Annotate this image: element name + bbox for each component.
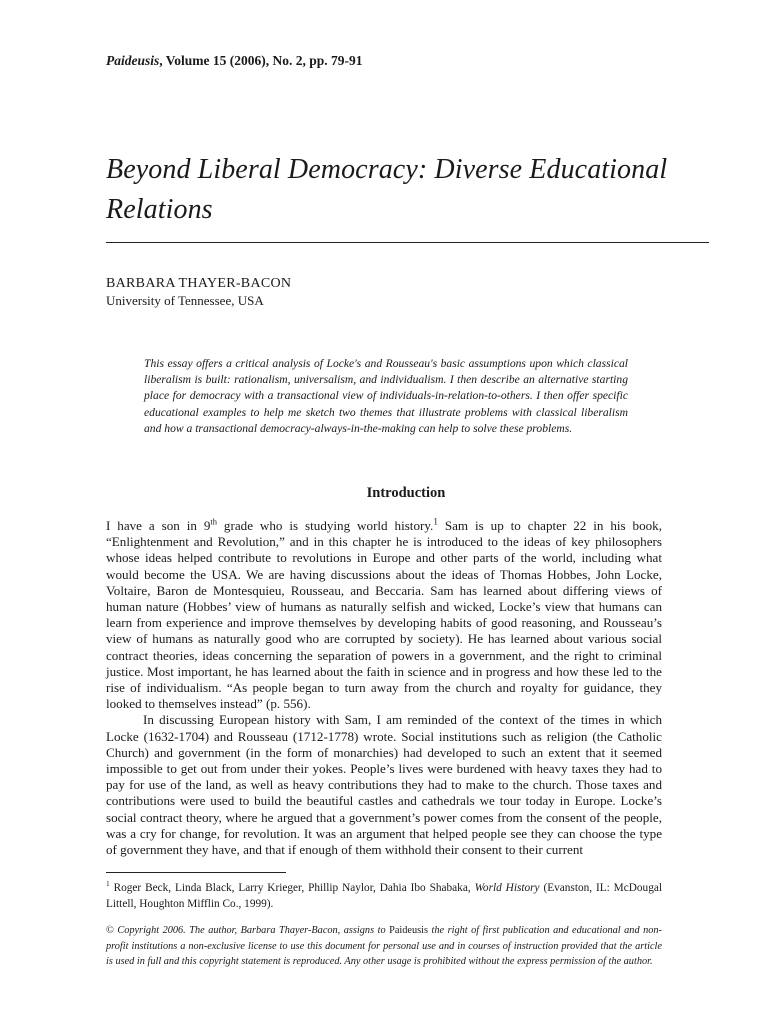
paragraph-text: Sam is up to chapter 22 in his book, “Enlightenment and Revolution,” and in this chapter he is introduced to the ideas of key philosophers whose ideas helped contribute to revolutions in Europe and other parts of the world, including what would become the USA. We are having discussions about the ideas of Thomas Hobbes, John Locke, Voltaire, Baron de Montesquieu, Rousseau, and Beccaria. Sam has learned about differing views of human nature (Hobbes’ view of humans as naturally selfish and wicked, Locke’s view that humans can learn from experience and improve themselves by developing habits of good reasoning, and Rousseau’s view of humans as naturally good who are corrupted by society). He has learned about various social contract theories, ideas concerning the separation of powers in a government, and the right to criminal justice. Most important, he has learned about the faith in science and in progress and how these led to the rise of individualism. “As people began to turn away from the church and royalty for guidance, they looked to themselves instead” (p. 556). xyxy=(106,518,662,712)
footnote-text: (Evanston, IL: McDougal Littell, Houghton Mifflin Co., 1999). xyxy=(106,882,662,910)
author-affiliation: University of Tennessee, USA xyxy=(106,293,264,308)
paragraph-text: grade who is studying world history. xyxy=(217,518,434,533)
title-rule xyxy=(106,242,709,243)
body-text xyxy=(106,518,662,858)
article-title: Beyond Liberal Democracy: Diverse Educational Relations xyxy=(106,154,668,225)
footnote xyxy=(106,880,662,912)
ordinal-suffix: th xyxy=(210,516,218,527)
copyright-journal: Paideusis xyxy=(389,925,428,936)
paragraph xyxy=(106,518,662,712)
section-heading: Introduction xyxy=(366,485,446,501)
copyright-text: the right of first publication and educational and non-profit institutions a non-exclusive license to use this document for personal use and in courses of instruction provided that the article is used in full and this copyright statement is reproduced. Any other usage is prohibited without the express permission of the author. xyxy=(106,925,662,967)
copyright-symbol: © xyxy=(106,925,114,936)
footnote-text: Roger Beck, Linda Black, Larry Krieger, Phillip Naylor, Dahia Ibo Shabaka, xyxy=(109,882,475,894)
paragraph: In discussing European history with Sam, I am reminded of the context of the times in which Locke (1632-1704) and Rousseau (1712-1778) wrote. Social institutions such as religion (the Catholic Church) and government (in the form of monarchies) had developed to such an extent that it seemed impossible to get out from under their yokes. People’s lives were burdened with heavy taxes they had to pay for use of the land, as well as heavy contributions they had to make to the church. Those taxes and contributions were used to build the beautiful castles and cathedrals we tour today in Europe. Locke’s social contract theory, where he argued that a government’s power comes from the consent of the people, was a cry for change, for revolution. It was an argument that helped people see they can choose the type of government they have, and that if enough of them withhold their consent to their current xyxy=(106,712,662,858)
author-name: BARBARA THAYER-BACON xyxy=(106,276,292,291)
journal-name: Paideusis xyxy=(106,53,160,68)
abstract: This essay offers a critical analysis of Locke's and Rousseau's basic assumptions upon which classical liberalism is built: rationalism, universalism, and individualism. I then describe an alternative starting place for democracy with a transactional view of individuals-in-relation-to-others. I then offer specific educational examples to help me sketch two themes that illustrate problems with classical liberalism and how a transactional democracy-always-in-the-making can help to solve these problems. xyxy=(144,357,628,435)
footnote-marker: 1 xyxy=(433,516,438,527)
footnote-book-title: World History xyxy=(474,882,540,894)
paragraph-text: I have a son in 9 xyxy=(106,518,211,533)
volume-info: , Volume 15 (2006), No. 2, pp. 79-91 xyxy=(159,53,363,68)
copyright-notice xyxy=(106,923,662,970)
footnote-rule xyxy=(106,872,286,873)
copyright-text: Copyright 2006. The author, Barbara Thayer-Bacon, assigns to xyxy=(113,925,390,936)
footnote-number: 1 xyxy=(106,879,110,889)
running-head xyxy=(106,53,363,69)
